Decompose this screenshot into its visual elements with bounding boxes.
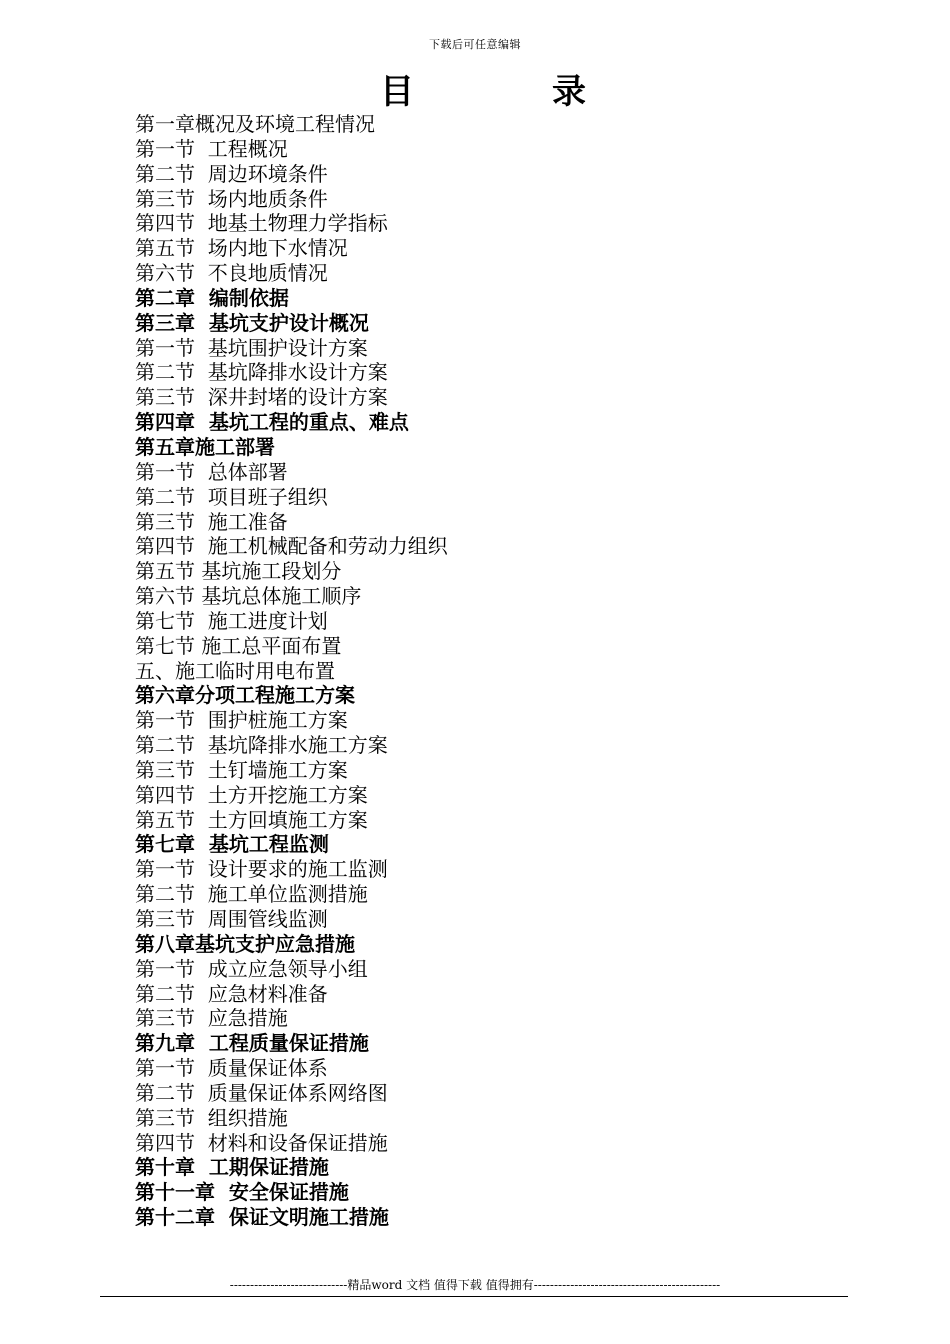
toc-chapter-entry: 第二章 编制依据 xyxy=(135,285,289,310)
toc-section-entry: 第二节 项目班子组织 xyxy=(135,484,328,509)
toc-section-entry: 第五节 土方回填施工方案 xyxy=(135,807,368,832)
footer-divider xyxy=(100,1296,848,1297)
toc-section-entry: 第二节 基坑降排水设计方案 xyxy=(135,360,388,385)
toc-section-entry: 第四节 材料和设备保证措施 xyxy=(135,1130,388,1155)
toc-section-entry: 第二节 周边环境条件 xyxy=(135,161,328,186)
toc-section-entry: 第一节 总体部署 xyxy=(135,459,288,484)
toc-section-entry: 第三节 组织措施 xyxy=(135,1105,288,1130)
toc-title-char-2: 录 xyxy=(552,72,586,112)
toc-section-entry: 第七节 施工进度计划 xyxy=(135,608,328,633)
toc-section-entry: 第五节 场内地下水情况 xyxy=(135,236,348,261)
toc-section-entry: 第三节 场内地质条件 xyxy=(135,186,328,211)
toc-chapter-entry: 第十二章 保证文明施工措施 xyxy=(135,1205,389,1230)
toc-section-entry: 第五节 基坑施工段划分 xyxy=(135,559,342,584)
toc-section-entry: 第四节 地基土物理力学指标 xyxy=(135,211,388,236)
toc-chapter-entry: 第七章 基坑工程监测 xyxy=(135,832,329,857)
toc-chapter-entry: 第五章施工部署 xyxy=(135,434,275,459)
toc-chapter-entry: 第八章基坑支护应急措施 xyxy=(135,931,355,956)
toc-section-entry: 第一节 成立应急领导小组 xyxy=(135,956,368,981)
page-footer-note: -----------------------------精品word 文档 值得下载 值得拥有---------------------------------------------- xyxy=(229,1278,721,1292)
toc-section-entry: 第四节 施工机械配备和劳动力组织 xyxy=(135,534,448,559)
toc-chapter-entry: 第三章 基坑支护设计概况 xyxy=(135,310,369,335)
toc-section-entry: 第一节 设计要求的施工监测 xyxy=(135,857,388,882)
toc-section-entry: 第三节 施工准备 xyxy=(135,509,288,534)
toc-section-entry: 第二节 质量保证体系网络图 xyxy=(135,1080,388,1105)
toc-section-entry: 五、施工临时用电布置 xyxy=(135,658,335,683)
toc-section-entry: 第一章概况及环境工程情况 xyxy=(135,112,375,136)
page-header-note: 下载后可任意编辑 xyxy=(429,38,521,51)
toc-title xyxy=(380,64,600,110)
toc-section-entry: 第三节 周围管线监测 xyxy=(135,907,328,931)
toc-section-entry: 第二节 基坑降排水施工方案 xyxy=(135,733,388,758)
toc-section-entry: 第一节 围护桩施工方案 xyxy=(135,708,348,733)
toc-section-entry: 第三节 深井封堵的设计方案 xyxy=(135,385,388,410)
toc-section-entry: 第三节 应急措施 xyxy=(135,1006,288,1031)
toc-chapter-entry: 第十一章 安全保证措施 xyxy=(135,1180,349,1205)
toc-section-entry: 第二节 施工单位监测措施 xyxy=(135,882,368,907)
toc-section-entry: 第四节 土方开挖施工方案 xyxy=(135,782,368,807)
toc-chapter-entry: 第四章 基坑工程的重点、难点 xyxy=(135,410,409,435)
toc-chapter-entry: 第六章分项工程施工方案 xyxy=(135,683,355,708)
toc-section-entry: 第一节 工程概况 xyxy=(135,136,288,161)
toc-chapter-entry: 第九章 工程质量保证措施 xyxy=(135,1031,369,1056)
toc-list xyxy=(135,112,835,1230)
toc-title-char-1: 目 xyxy=(380,72,414,112)
toc-chapter-entry: 第十章 工期保证措施 xyxy=(135,1155,329,1180)
toc-section-entry: 第三节 土钉墙施工方案 xyxy=(135,757,348,782)
toc-section-entry: 第一节 基坑围护设计方案 xyxy=(135,335,368,360)
toc-section-entry: 第七节 施工总平面布置 xyxy=(135,633,342,658)
toc-section-entry: 第六节 不良地质情况 xyxy=(135,261,328,286)
toc-section-entry: 第六节 基坑总体施工顺序 xyxy=(135,584,362,609)
toc-section-entry: 第一节 质量保证体系 xyxy=(135,1056,328,1081)
toc-section-entry: 第二节 应急材料准备 xyxy=(135,981,328,1006)
